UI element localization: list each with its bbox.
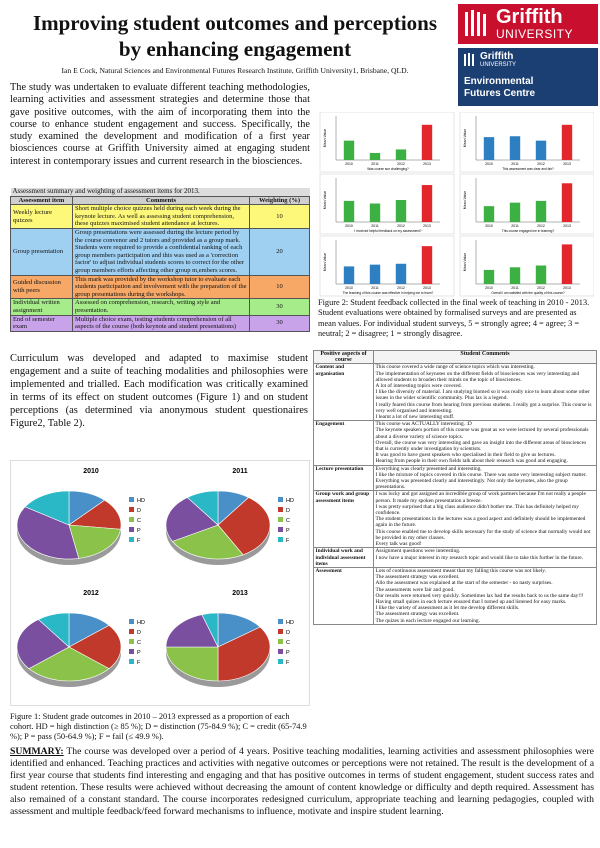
comments-header-aspect: Positive aspects of course: [314, 351, 374, 364]
bar: [536, 141, 546, 160]
comment-item: A lot of interesting topics were covered.: [375, 383, 462, 390]
bar-category-label: 2010: [485, 224, 493, 228]
bar-category-label: 2010: [485, 162, 493, 166]
legend-swatch: [129, 649, 134, 654]
bar: [484, 206, 494, 222]
comment-item: I was pretty surprised that a big class audience didn't bother me. This has definitely helped my confidence.: [375, 503, 579, 517]
griffith-name: Griffith: [496, 6, 563, 28]
bar-category-label: 2013: [563, 286, 571, 290]
bar-chart-svg: [318, 112, 594, 298]
griffith-crest-icon: [462, 8, 492, 40]
assessment-header-weight: Weighting (%): [250, 196, 310, 205]
table-row: [11, 315, 310, 331]
legend-label: P: [286, 528, 290, 534]
figure2-bar-charts: [318, 112, 594, 322]
legend-label: F: [286, 538, 290, 544]
assessment-table-caption: Assessment summary and weighting of assessment items for 2013.: [11, 188, 310, 196]
legend-label: F: [137, 660, 141, 666]
comment-item: Assignment questions were interesting.: [375, 548, 461, 555]
bar-category-label: 2012: [537, 286, 545, 290]
bar-panel-caption: I received helpful feedback on my assessment?: [354, 229, 422, 233]
legend-label: D: [137, 630, 141, 636]
legend-label: C: [137, 518, 141, 524]
bar-category-label: 2011: [511, 224, 519, 228]
legend-swatch: [278, 537, 283, 542]
pie-title: 2011: [232, 468, 248, 475]
legend-label: HD: [137, 620, 145, 626]
bar-panel-caption: This course engaged me in learning?: [501, 229, 555, 233]
table-row: [11, 299, 310, 315]
bar-panel: [460, 112, 594, 172]
pie-slice: [166, 647, 218, 681]
assessment-weight: 10: [250, 275, 310, 299]
table-row: [314, 548, 597, 568]
comment-aspect: Content and organisation: [314, 364, 374, 421]
assessment-item: Individual written assignment: [11, 299, 73, 315]
bar-category-label: 2013: [423, 286, 431, 290]
bar-category-label: 2013: [423, 162, 431, 166]
assessment-weight: 20: [250, 228, 310, 275]
legend-swatch: [278, 497, 283, 502]
pie-title: 2010: [83, 468, 99, 475]
comment-item: I like the variety of assessment as it let me develop different skills.: [375, 605, 520, 612]
table-row: [314, 364, 597, 421]
comment-item: Allo the assessment was explained at the start of the semester - no nasty surprises.: [375, 580, 553, 587]
bar: [510, 136, 520, 160]
comment-item: I like the mixture of topics covered in this course. There was some very interesting subject matter.: [375, 471, 587, 478]
comment-item: I now have a major interest in my research topic and would like to take this further in the future.: [375, 554, 583, 561]
bar: [344, 266, 354, 284]
assessment-weight: 10: [250, 205, 310, 229]
comment-item: This course enabled me to develop skills necessary for the study of science that normally would not be provided in my other classes.: [375, 528, 591, 541]
assessment-item: Guided discussion with peers: [11, 275, 73, 299]
bar: [396, 200, 406, 222]
bar-panel-caption: Was course sue challenging?: [367, 167, 409, 171]
legend-label: C: [137, 640, 141, 646]
legend-swatch: [129, 619, 134, 624]
bar: [422, 125, 432, 160]
assessment-comments: Group presentations were assessed during the lecture period by the course convenor and 2 tutors and provided as a group mark. Students were required to provide a confidential ranking of each group members participation and this was used as a 'correction factor' to adjust individual students scores to correct for the other group members efforts affecting other group m,embers scores.: [73, 228, 250, 275]
student-comments-table: [313, 350, 597, 625]
comment-item: The assessment strategy was excellent.: [375, 611, 460, 618]
bar-category-label: 2012: [537, 224, 545, 228]
assessment-comments: Short multiple choice quizzes held during each week during the keynote lecture. As well as assessing student comprehension, these quizzes maximised student attendance at lectures.: [73, 205, 250, 229]
bar-category-label: 2010: [345, 162, 353, 166]
summary-paragraph: [10, 746, 594, 818]
bar: [510, 267, 520, 284]
comment-item: The student presentations in the lectures was a good aspect and definitely should be implemented again in the future.: [375, 516, 586, 529]
bar-panel-caption: Overall I am satisfied with the quality of this course?: [491, 291, 565, 295]
bar: [344, 201, 354, 222]
pie-title: 2012: [83, 590, 99, 597]
comment-item: The keynote speakers portion of this course was great as we were lectured by several professionals about a diverse variety of science topics.: [375, 427, 589, 440]
bar: [484, 270, 494, 284]
bar-panel: [460, 236, 594, 296]
bar: [396, 264, 406, 284]
figure2-caption: Figure 2: Student feedback collected in the final week of teaching in 2010 - 2013. Student evaluations were obtained by formalised surveys and are presented as mean values. For individual student surveys, 5 = strongly agree; 4 = agree; 3 = neutral; 2 = disagree; 1 = strongly disagree.: [318, 298, 590, 338]
bar-panel-caption: The teaching of this course was effective in helping me to learn?: [342, 291, 434, 295]
comment-item: The assessment strategy was excellent.: [375, 574, 460, 581]
bar-ylabel: Mean Value: [463, 190, 467, 210]
comment-item: This course was ACTUALLY interesting. :D: [375, 421, 472, 428]
assessment-header-item: Assessment item: [11, 196, 73, 205]
figure1-pie-charts: [10, 460, 310, 706]
table-row: [11, 205, 310, 229]
bar-panel: [320, 236, 454, 296]
comment-list: [374, 548, 597, 568]
legend-swatch: [129, 507, 134, 512]
bar-category-label: 2013: [423, 224, 431, 228]
legend-label: D: [286, 630, 290, 636]
small-griffith-name: Griffith: [480, 51, 514, 62]
legend-swatch: [278, 517, 283, 522]
legend-label: C: [286, 640, 290, 646]
legend-label: P: [137, 528, 141, 534]
centre-line2: Futures Centre: [464, 88, 536, 99]
comment-item: I learnt a lot of new interesting stuff.: [375, 414, 455, 421]
centre-name: [464, 76, 535, 100]
assessment-weight: 30: [250, 315, 310, 331]
comment-list: [374, 567, 597, 624]
bar: [370, 265, 380, 284]
legend-swatch: [129, 659, 134, 664]
pie-chart-svg: [11, 461, 309, 705]
comment-list: [374, 465, 597, 491]
bar-category-label: 2012: [397, 286, 405, 290]
assessment-comments: This mark was provided by the workshop tutor to evaluate each students participation and involvement with the preparation of the group presentations during the workshops.: [73, 275, 250, 299]
comment-item: I was lucky and got assigned an incredible group of work partners because I'm not really a people person. It made my spoken presentation a breeze.: [375, 491, 586, 504]
table-row: [314, 465, 597, 491]
comment-aspect: Assessment: [314, 567, 374, 624]
comment-list: [374, 364, 597, 421]
legend-swatch: [278, 507, 283, 512]
legend-swatch: [278, 659, 283, 664]
bar: [562, 183, 572, 222]
bar: [536, 266, 546, 284]
legend-swatch: [129, 497, 134, 502]
bar-ylabel: Mean Value: [323, 190, 327, 210]
assessment-item: Weekly lecture quizzes: [11, 205, 73, 229]
curriculum-paragraph: Curriculum was developed and adapted to maximise student engagement and a suite of teaching modalities and philosophies were implemented and trialled. Each modification was critically examined in terms of its effect on student outcomes (Figure 1) and on student perceptions (as determined via anonymous student questionaires Figure2, Table 2).: [10, 353, 308, 429]
figure1-caption: Figure 1: Student grade outcomes in 2010 – 2013 expressed as a proportion of each cohort. HD = high distinction (≥ 85 %); D = distinction (75-84.9 %); C = credit (65-74.9 %); P = pass (50-64.9 %); F = fail (≤ 49.9 %).: [10, 712, 307, 741]
legend-label: D: [286, 508, 290, 514]
bar-category-label: 2011: [371, 162, 379, 166]
bar-category-label: 2010: [485, 286, 493, 290]
comment-aspect: Lecture presentation: [314, 465, 374, 491]
bar: [370, 204, 380, 222]
bar-ylabel: Mean Value: [323, 252, 327, 272]
comment-item: Lots of continuous assessment meant that my falling this course was not likely.: [375, 567, 546, 574]
assessment-weight: 30: [250, 299, 310, 315]
comment-list: [374, 421, 597, 465]
comment-item: I really feared this course from hearing from previous students. I really got a surprise. This course is very well organised and interesting.: [375, 401, 592, 414]
comment-item: Everything was presented clearly and interestingly. Not only the keynotes, also the group presentations.: [375, 478, 568, 491]
summary-text: The course was developed over a period of 4 years. Positive teaching modalities, learning activities and assessment philosophies were identified and enhanced. Teaching practices and activities with negative outcomes or perceptions were not retained. The result is the development of a first year course that students find interesting and engaging and that has positive outcomes in terms of student engagement, student success rates and student retention. These results were achieved without decreasing the amount of content knowledge or difficulty and depth required. Assessment has also remained of a constant standard. The course incorporates redesigned curriculum, appropriate teaching and learning pedagogies, coupled with assessment and multiple feedback/feed forward mechanisms to influence, motivate and inspire student learning.: [10, 746, 594, 817]
bar-ylabel: Mean Value: [463, 128, 467, 148]
comment-item: I like the diversity of material. I am studying biomed so it was really nice to learn about some other issues in the wider scientific community. Plus lax is a legend.: [375, 389, 590, 402]
bar-panel: [460, 174, 594, 234]
comment-aspect: Group work and group assessment items: [314, 491, 374, 548]
comment-item: Overall, the course was very interesting and gave an insight into the different areas of biosciences that is currently under investigation by scientists.: [375, 439, 587, 453]
poster-title: Improving student outcomes and perceptions by enhancing engagement: [32, 11, 438, 61]
legend-label: HD: [137, 498, 145, 504]
legend-swatch: [129, 639, 134, 644]
bar: [510, 203, 520, 222]
intro-paragraph: The study was undertaken to evaluate different teaching methodologies, learning activities and assessment strategies and determine those that gave positive outcomes, with the aim of incorporating them into the course to enhance student engagement and success. Specifically, the study examined the development and modification of a first year biosciences course at Griffith University aimed at engaging student interest in contemporary issues and current research in the biosciences.: [10, 82, 310, 167]
legend-swatch: [278, 639, 283, 644]
bar-category-label: 2011: [511, 162, 519, 166]
bar: [422, 246, 432, 284]
legend-swatch: [129, 629, 134, 634]
bar-category-label: 2011: [371, 286, 379, 290]
small-griffith-university: UNIVERSITY: [480, 62, 517, 68]
comment-item: Having small quizes in each lecture ensured that I turned up and listened for easy marks.: [375, 598, 567, 605]
comment-aspect: Engagement: [314, 421, 374, 465]
legend-swatch: [129, 527, 134, 532]
comment-item: The quizes in each lecture engaged our learning.: [375, 617, 480, 624]
bar-panel-caption: This assessment was clear and fair?: [502, 167, 554, 171]
summary-label: SUMMARY:: [10, 746, 64, 757]
comment-item: Every talk was good!: [375, 541, 422, 548]
legend-swatch: [278, 629, 283, 634]
bar-category-label: 2010: [345, 224, 353, 228]
comment-item: It was good to have guest speakers who specialised in their field to give us lectures.: [375, 452, 556, 459]
bar-category-label: 2011: [511, 286, 519, 290]
table-row: [314, 421, 597, 465]
small-crest-icon: [462, 52, 478, 68]
bar-panel: [320, 112, 454, 172]
legend-label: P: [137, 650, 141, 656]
comment-item: This course covered a wide range of science topics which was interesting.: [375, 364, 535, 371]
legend-swatch: [278, 527, 283, 532]
table-row: [314, 491, 597, 548]
bar: [536, 201, 546, 222]
bar-category-label: 2011: [371, 224, 379, 228]
legend-label: P: [286, 650, 290, 656]
bar-ylabel: Mean Value: [323, 128, 327, 148]
bar: [484, 137, 494, 160]
bar-category-label: 2012: [397, 162, 405, 166]
legend-swatch: [129, 517, 134, 522]
legend-swatch: [278, 619, 283, 624]
bar-ylabel: Mean Value: [463, 252, 467, 272]
comments-header-comments: Student Comments: [374, 351, 597, 364]
legend-label: F: [286, 660, 290, 666]
griffith-university: UNIVERSITY: [496, 27, 574, 41]
legend-label: F: [137, 538, 141, 544]
bar: [370, 153, 380, 160]
bar: [422, 185, 432, 222]
legend-label: C: [286, 518, 290, 524]
bar: [562, 244, 572, 284]
comment-item: The assessments were fair and good.: [375, 586, 455, 593]
pie-title: 2013: [232, 590, 248, 597]
bar-category-label: 2012: [397, 224, 405, 228]
centre-line1: Environmental: [464, 76, 534, 87]
bar: [396, 149, 406, 160]
comment-item: Our results were returned very quickly. Sometimes lax had the results back to us the same day!!!: [375, 592, 584, 599]
bar-panel: [320, 174, 454, 234]
bar: [344, 141, 354, 160]
comment-list: [374, 491, 597, 548]
comment-item: Everything was clearly presented and interesting.: [375, 465, 482, 472]
comment-item: The implementation of keynotes on the different fields of biosciences was very interesting and allowed students to broaden their minds on the topic of biosciences.: [375, 370, 580, 383]
bar: [562, 125, 572, 160]
legend-swatch: [129, 537, 134, 542]
comment-aspect: Individual work and individual assessment items: [314, 548, 374, 568]
table-row: [11, 228, 310, 275]
assessment-comments: Multiple choice exam, testing students comprehension of all aspects of the course (both keynote and student presentations): [73, 315, 250, 331]
comment-item: Hearing from people in their own fields talk about their research was good and engaging.: [375, 458, 568, 465]
bar-category-label: 2012: [537, 162, 545, 166]
bar-category-label: 2013: [563, 162, 571, 166]
bar-category-label: 2010: [345, 286, 353, 290]
assessment-table: [10, 188, 310, 332]
authors-line: Ian E Cock, Natural Sciences and Environmental Futures Research Institute, Griffith University1, Brisbane, QLD.: [61, 66, 409, 75]
legend-label: D: [137, 508, 141, 514]
legend-swatch: [278, 649, 283, 654]
bar-category-label: 2013: [563, 224, 571, 228]
assessment-comments: Assessed on comprehension, research, writing style and presentation.: [73, 299, 250, 315]
environmental-futures-logo: [458, 48, 598, 106]
griffith-logo: [458, 4, 598, 44]
table-row: [314, 567, 597, 624]
table-row: [11, 275, 310, 299]
legend-label: HD: [286, 498, 294, 504]
legend-label: HD: [286, 620, 294, 626]
assessment-item: End of semester exam: [11, 315, 73, 331]
assessment-item: Group presentation: [11, 228, 73, 275]
assessment-header-comments: Comments: [73, 196, 250, 205]
